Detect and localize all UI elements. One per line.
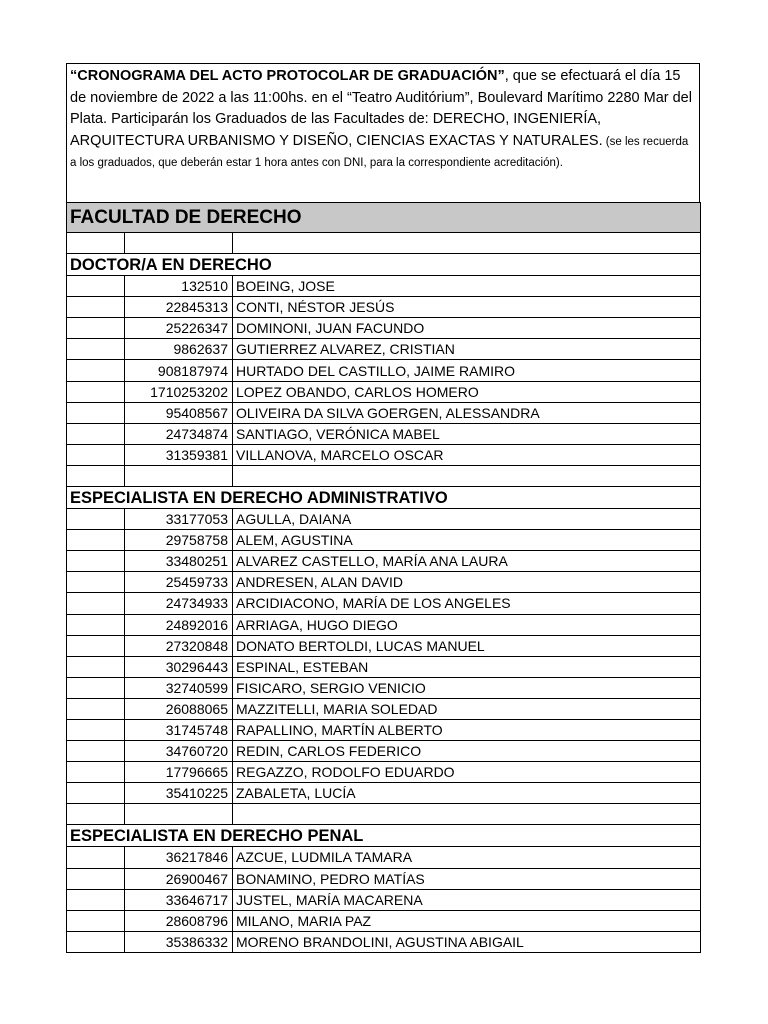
dni-cell: 24892016 [125, 614, 233, 635]
table-row [67, 444, 701, 465]
blank-cell [67, 614, 125, 635]
table-row [67, 741, 701, 762]
table-row [67, 762, 701, 783]
intro-text: , que se efectuará el día 15 de noviembre de 2022 a las 11:00hs. en el “Teatro Auditórium”, Boulevard Marítimo 2280 Mar del Plata. Participarán los Graduados de las Facultades de: DERECHO, INGENIERÍA, ARQUITECTURA URBANISMO Y DISEÑO, CIENCIAS EXACTAS Y NATURALES. [70, 68, 692, 149]
name-cell: BONAMINO, PEDRO MATÍAS [233, 868, 701, 889]
empty-cell [233, 465, 701, 486]
name-cell: JUSTEL, MARÍA MACARENA [233, 889, 701, 910]
name-cell: REDIN, CARLOS FEDERICO [233, 741, 701, 762]
section-title: ESPECIALISTA EN DERECHO PENAL [67, 825, 701, 847]
dni-cell: 24734874 [125, 423, 233, 444]
table-row [67, 593, 701, 614]
dni-cell: 25459733 [125, 572, 233, 593]
empty-cell [233, 233, 701, 254]
table-row [67, 402, 701, 423]
blank-cell [67, 318, 125, 339]
blank-cell [67, 910, 125, 931]
dni-cell: 35386332 [125, 931, 233, 952]
section-title: DOCTOR/A EN DERECHO [67, 254, 701, 276]
blank-cell [67, 741, 125, 762]
name-cell: AZCUE, LUDMILA TAMARA [233, 847, 701, 868]
name-cell: ZABALETA, LUCÍA [233, 783, 701, 804]
empty-cell [125, 465, 233, 486]
section-heading-row [67, 487, 701, 509]
blank-cell [67, 783, 125, 804]
blank-cell [67, 593, 125, 614]
dni-cell: 24734933 [125, 593, 233, 614]
empty-cell [125, 804, 233, 825]
name-cell: CONTI, NÉSTOR JESÚS [233, 297, 701, 318]
table-row [67, 276, 701, 297]
table-row [67, 698, 701, 719]
name-cell: DONATO BERTOLDI, LUCAS MANUEL [233, 635, 701, 656]
blank-cell [67, 381, 125, 402]
section-heading-row [67, 825, 701, 847]
name-cell: MAZZITELLI, MARIA SOLEDAD [233, 698, 701, 719]
dni-cell: 31745748 [125, 719, 233, 740]
faculty-row [67, 203, 701, 233]
table-row [67, 783, 701, 804]
blank-cell [67, 402, 125, 423]
table-row [67, 530, 701, 551]
empty-cell [125, 233, 233, 254]
dni-cell: 22845313 [125, 297, 233, 318]
blank-cell [67, 297, 125, 318]
blank-cell [67, 635, 125, 656]
dni-cell: 33480251 [125, 551, 233, 572]
empty-row [67, 233, 701, 254]
blank-cell [67, 656, 125, 677]
blank-cell [67, 719, 125, 740]
blank-cell [67, 868, 125, 889]
table-row [67, 910, 701, 931]
dni-cell: 28608796 [125, 910, 233, 931]
name-cell: ARCIDIACONO, MARÍA DE LOS ANGELES [233, 593, 701, 614]
table-row [67, 719, 701, 740]
name-cell: HURTADO DEL CASTILLO, JAIME RAMIRO [233, 360, 701, 381]
name-cell: LOPEZ OBANDO, CARLOS HOMERO [233, 381, 701, 402]
dni-cell: 26900467 [125, 868, 233, 889]
table-row [67, 931, 701, 952]
name-cell: MORENO BRANDOLINI, AGUSTINA ABIGAIL [233, 931, 701, 952]
table-row [67, 868, 701, 889]
name-cell: ANDRESEN, ALAN DAVID [233, 572, 701, 593]
dni-cell: 31359381 [125, 444, 233, 465]
dni-cell: 95408567 [125, 402, 233, 423]
dni-cell: 25226347 [125, 318, 233, 339]
blank-cell [67, 444, 125, 465]
name-cell: AGULLA, DAIANA [233, 509, 701, 530]
dni-cell: 26088065 [125, 698, 233, 719]
blank-cell [67, 931, 125, 952]
table-row [67, 572, 701, 593]
name-cell: VILLANOVA, MARCELO OSCAR [233, 444, 701, 465]
section-heading-row [67, 254, 701, 276]
blank-cell [67, 551, 125, 572]
table-row [67, 677, 701, 698]
empty-cell [67, 233, 125, 254]
graduates-table-body [67, 203, 701, 953]
blank-cell [67, 572, 125, 593]
dni-cell: 29758758 [125, 530, 233, 551]
name-cell: ESPINAL, ESTEBAN [233, 656, 701, 677]
name-cell: GUTIERREZ ALVAREZ, CRISTIAN [233, 339, 701, 360]
graduates-table [66, 202, 701, 953]
blank-cell [67, 889, 125, 910]
table-row [67, 614, 701, 635]
intro-title: “CRONOGRAMA DEL ACTO PROTOCOLAR DE GRADUACIÓN” [70, 68, 505, 84]
intro-block [66, 63, 700, 203]
blank-cell [67, 509, 125, 530]
name-cell: ARRIAGA, HUGO DIEGO [233, 614, 701, 635]
table-row [67, 360, 701, 381]
name-cell: ALEM, AGUSTINA [233, 530, 701, 551]
name-cell: OLIVEIRA DA SILVA GOERGEN, ALESSANDRA [233, 402, 701, 423]
table-row [67, 889, 701, 910]
blank-cell [67, 677, 125, 698]
dni-cell: 33177053 [125, 509, 233, 530]
name-cell: ALVAREZ CASTELLO, MARÍA ANA LAURA [233, 551, 701, 572]
faculty-title: FACULTAD DE DERECHO [67, 203, 701, 233]
table-row [67, 423, 701, 444]
table-row [67, 339, 701, 360]
empty-row [67, 804, 701, 825]
intro-note: (se les recuerda a los graduados, que deberán estar 1 hora antes con DNI, para la correspondiente acreditación). [70, 135, 689, 169]
dni-cell: 1710253202 [125, 381, 233, 402]
table-row [67, 656, 701, 677]
name-cell: REGAZZO, RODOLFO EDUARDO [233, 762, 701, 783]
empty-cell [67, 465, 125, 486]
dni-cell: 30296443 [125, 656, 233, 677]
section-title: ESPECIALISTA EN DERECHO ADMINISTRATIVO [67, 487, 701, 509]
blank-cell [67, 762, 125, 783]
dni-cell: 32740599 [125, 677, 233, 698]
blank-cell [67, 339, 125, 360]
name-cell: FISICARO, SERGIO VENICIO [233, 677, 701, 698]
dni-cell: 132510 [125, 276, 233, 297]
dni-cell: 36217846 [125, 847, 233, 868]
table-row [67, 509, 701, 530]
blank-cell [67, 847, 125, 868]
dni-cell: 33646717 [125, 889, 233, 910]
empty-cell [67, 804, 125, 825]
dni-cell: 17796665 [125, 762, 233, 783]
name-cell: DOMINONI, JUAN FACUNDO [233, 318, 701, 339]
name-cell: MILANO, MARIA PAZ [233, 910, 701, 931]
table-row [67, 318, 701, 339]
table-row [67, 297, 701, 318]
empty-cell [233, 804, 701, 825]
table-row [67, 381, 701, 402]
blank-cell [67, 530, 125, 551]
blank-cell [67, 276, 125, 297]
table-row [67, 847, 701, 868]
dni-cell: 34760720 [125, 741, 233, 762]
blank-cell [67, 423, 125, 444]
name-cell: BOEING, JOSE [233, 276, 701, 297]
document [66, 63, 700, 953]
dni-cell: 9862637 [125, 339, 233, 360]
table-row [67, 635, 701, 656]
name-cell: RAPALLINO, MARTÍN ALBERTO [233, 719, 701, 740]
dni-cell: 27320848 [125, 635, 233, 656]
name-cell: SANTIAGO, VERÓNICA MABEL [233, 423, 701, 444]
empty-row [67, 465, 701, 486]
blank-cell [67, 360, 125, 381]
table-row [67, 551, 701, 572]
dni-cell: 908187974 [125, 360, 233, 381]
dni-cell: 35410225 [125, 783, 233, 804]
blank-cell [67, 698, 125, 719]
